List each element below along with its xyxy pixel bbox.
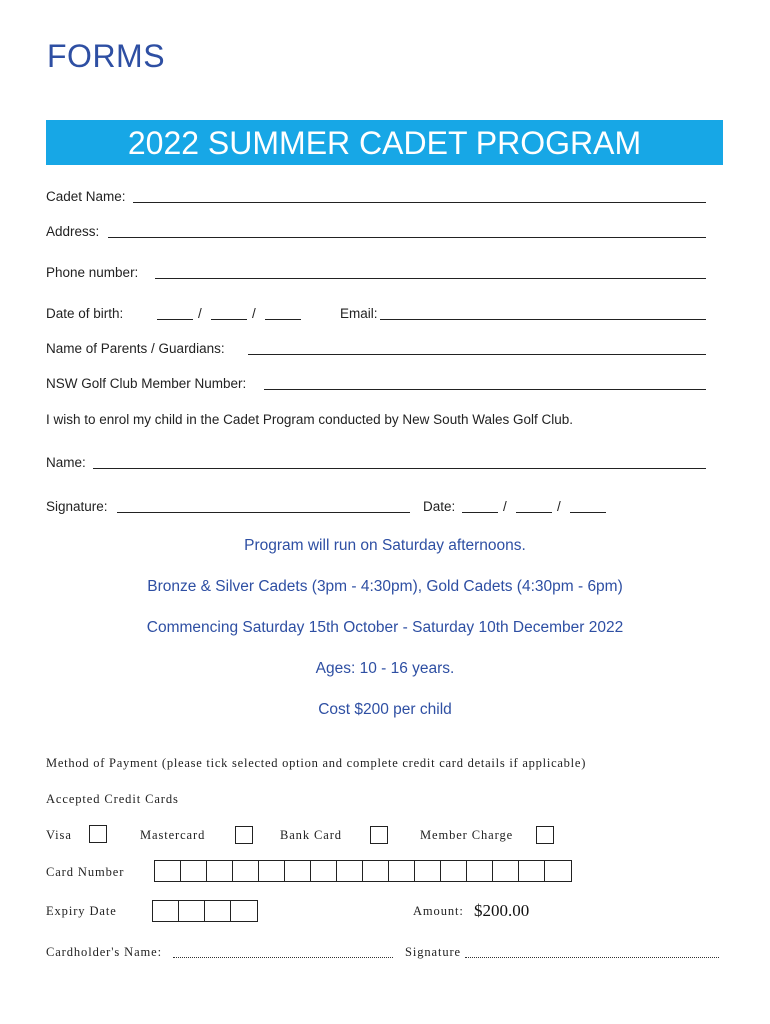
member-number-label: NSW Golf Club Member Number: bbox=[46, 376, 247, 391]
mastercard-checkbox[interactable] bbox=[235, 826, 253, 844]
digit-cell[interactable] bbox=[441, 861, 467, 881]
date-separator: / bbox=[557, 499, 561, 514]
dob-day-field[interactable] bbox=[157, 319, 193, 320]
parents-label: Name of Parents / Guardians: bbox=[46, 341, 225, 356]
dob-year-field[interactable] bbox=[265, 319, 301, 320]
phone-label: Phone number: bbox=[46, 265, 139, 280]
dob-separator: / bbox=[252, 306, 256, 321]
cadet-name-label: Cadet Name: bbox=[46, 189, 126, 204]
digit-cell[interactable] bbox=[311, 861, 337, 881]
date-year-field[interactable] bbox=[570, 512, 606, 513]
page-title: FORMS bbox=[47, 38, 166, 74]
visa-checkbox[interactable] bbox=[89, 825, 107, 843]
member-number-field[interactable] bbox=[264, 389, 706, 390]
digit-cell[interactable] bbox=[545, 861, 571, 881]
card-number-label: Card Number bbox=[46, 865, 125, 879]
amount-label: Amount: bbox=[413, 904, 464, 918]
digit-cell[interactable] bbox=[415, 861, 441, 881]
cadet-name-field[interactable] bbox=[133, 202, 706, 203]
date-label: Date: bbox=[423, 499, 456, 514]
date-month-field[interactable] bbox=[516, 512, 552, 513]
member-charge-checkbox[interactable] bbox=[536, 826, 554, 844]
signature-label: Signature: bbox=[46, 499, 108, 514]
info-line-ages: Ages: 10 - 16 years. bbox=[315, 660, 455, 677]
digit-cell[interactable] bbox=[363, 861, 389, 881]
digit-cell[interactable] bbox=[231, 901, 257, 921]
payment-method-label: Method of Payment (please tick selected option and complete credit card details if applicable) bbox=[46, 756, 587, 770]
bankcard-checkbox[interactable] bbox=[370, 826, 388, 844]
dob-label: Date of birth: bbox=[46, 306, 124, 321]
digit-cell[interactable] bbox=[181, 861, 207, 881]
digit-cell[interactable] bbox=[233, 861, 259, 881]
cardholder-name-field[interactable] bbox=[173, 957, 393, 958]
digit-cell[interactable] bbox=[467, 861, 493, 881]
cardholder-name-label: Cardholder's Name: bbox=[46, 945, 162, 959]
member-charge-label: Member Charge bbox=[420, 828, 514, 842]
enrol-statement: I wish to enrol my child in the Cadet Program conducted by New South Wales Golf Club. bbox=[46, 412, 573, 427]
card-number-field[interactable] bbox=[154, 860, 572, 882]
email-label: Email: bbox=[340, 306, 378, 321]
info-line-schedule: Program will run on Saturday afternoons. bbox=[244, 537, 526, 554]
phone-field[interactable] bbox=[155, 278, 706, 279]
digit-cell[interactable] bbox=[207, 861, 233, 881]
digit-cell[interactable] bbox=[519, 861, 545, 881]
digit-cell[interactable] bbox=[259, 861, 285, 881]
bankcard-label: Bank Card bbox=[280, 828, 342, 842]
parents-field[interactable] bbox=[248, 354, 706, 355]
program-banner: 2022 SUMMER CADET PROGRAM bbox=[46, 120, 723, 165]
dob-separator: / bbox=[198, 306, 202, 321]
digit-cell[interactable] bbox=[205, 901, 231, 921]
amount-value: $200.00 bbox=[474, 901, 530, 920]
date-day-field[interactable] bbox=[462, 512, 498, 513]
mastercard-label: Mastercard bbox=[140, 828, 206, 842]
digit-cell[interactable] bbox=[179, 901, 205, 921]
digit-cell[interactable] bbox=[493, 861, 519, 881]
name-label: Name: bbox=[46, 455, 86, 470]
info-line-times: Bronze & Silver Cadets (3pm - 4:30pm), Gold Cadets (4:30pm - 6pm) bbox=[147, 578, 623, 595]
signature-field[interactable] bbox=[117, 512, 410, 513]
date-separator: / bbox=[503, 499, 507, 514]
card-signature-label: Signature bbox=[405, 945, 462, 959]
info-line-cost: Cost $200 per child bbox=[318, 701, 452, 718]
visa-label: Visa bbox=[46, 828, 72, 842]
digit-cell[interactable] bbox=[155, 861, 181, 881]
expiry-date-field[interactable] bbox=[152, 900, 258, 922]
address-field[interactable] bbox=[108, 237, 706, 238]
digit-cell[interactable] bbox=[389, 861, 415, 881]
name-field[interactable] bbox=[93, 468, 706, 469]
accepted-cards-label: Accepted Credit Cards bbox=[46, 792, 179, 806]
digit-cell[interactable] bbox=[337, 861, 363, 881]
expiry-date-label: Expiry Date bbox=[46, 904, 117, 918]
info-line-dates: Commencing Saturday 15th October - Saturday 10th December 2022 bbox=[146, 619, 624, 636]
email-field[interactable] bbox=[380, 319, 706, 320]
address-label: Address: bbox=[46, 224, 100, 239]
digit-cell[interactable] bbox=[153, 901, 179, 921]
card-signature-field[interactable] bbox=[465, 957, 719, 958]
digit-cell[interactable] bbox=[285, 861, 311, 881]
dob-month-field[interactable] bbox=[211, 319, 247, 320]
